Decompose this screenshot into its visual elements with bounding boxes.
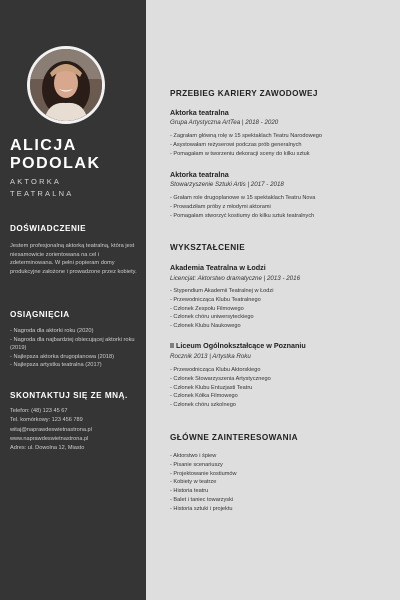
school-subtitle-2: Rocznik 2013 | Artystka Roku — [170, 353, 251, 360]
profile-photo-image — [30, 49, 102, 121]
first-name: ALICJA — [10, 137, 77, 154]
list-item: - Przewodnicząca Klubu Aktorskiego — [170, 366, 395, 375]
list-item: - Kobiety w teatrze — [170, 478, 395, 487]
school-subtitle-1: Licencjat: Aktorstwo dramatyczne | 2013 - 2016 — [170, 275, 301, 282]
list-item: - Pomagałam w tworzeniu dekoracji sceny do kilku sztuk — [170, 150, 395, 159]
list-item: - Historia teatru — [170, 487, 395, 496]
contact-address: Adres: ul. Dowolna 12, Miasto — [10, 445, 85, 452]
list-item: - Historia sztuki i projektu — [170, 505, 395, 514]
list-item: - Najlepsza aktorka drugoplanowa (2018) — [10, 353, 140, 362]
sidebar — [0, 0, 146, 600]
list-item: - Członek Klubu Naukowego — [170, 322, 395, 331]
last-name: PODOLAK — [10, 155, 101, 172]
job-title-line1: AKTORKA — [10, 177, 62, 186]
job-subtitle-2: Stowarzyszenie Sztuki Artis | 2017 - 2018 — [170, 181, 284, 188]
list-item: - Najlepsza artystka teatralna (2017) — [10, 361, 140, 370]
name-block — [10, 137, 101, 173]
contact-heading: SKONTAKTUJ SIĘ ZE MNĄ. — [10, 391, 128, 400]
list-item: - Członek chóru uniwersyteckiego — [170, 313, 395, 322]
list-item: - Asystowałam reżyserowi podczas prób generalnych — [170, 141, 395, 150]
job-duties-1 — [170, 132, 395, 158]
profile-photo — [27, 46, 105, 124]
job-subtitle-1: Grupa Artystyczna ArtTea | 2018 - 2020 — [170, 119, 279, 126]
list-item: - Stypendium Akademii Teatralnej w Łodzi — [170, 287, 395, 296]
contact-phone: Telefon: (48) 123 45 67 — [10, 408, 68, 414]
career-heading: PRZEBIEG KARIERY ZAWODOWEJ — [170, 89, 318, 98]
list-item: - Członek chóru szkolnego — [170, 401, 395, 410]
list-item: - Grałam role drugoplanowe w 15 spektaklach Teatru Nova — [170, 194, 395, 203]
list-item: - Projektowanie kostiumów — [170, 470, 395, 479]
job-duties-2 — [170, 194, 395, 220]
school-title-1: Akademia Teatralna w Łodzi — [170, 263, 266, 272]
achievements-heading: OSIĄGNIĘCIA — [10, 310, 70, 319]
contact-email[interactable]: witaj@naprawdeswietnastrona.pl — [10, 426, 92, 433]
list-item: - Członek Kółka Filmowego — [170, 392, 395, 401]
experience-text: Jestem profesjonalną aktorką teatralną, która jest niesamowicie zorientowana na cel i zdeterminowana. W pełni popieram domy produkcyjne założone i prowadzone przez kobiety. — [10, 243, 137, 275]
school-items-2 — [170, 366, 395, 410]
list-item: - Członek Klubu Entuzjasti Teatru — [170, 384, 395, 393]
job-title-2: Aktorka teatralna — [170, 170, 229, 179]
list-item: - Przewodnicząca Klubu Teatralnego — [170, 296, 395, 305]
list-item: - Pisanie scenariuszy — [170, 461, 395, 470]
job-title-1: Aktorka teatralna — [170, 108, 229, 117]
school-title-2: II Liceum Ogólnokształcące w Poznaniu — [170, 341, 306, 350]
interests-list — [170, 452, 395, 514]
list-item: - Balet i taniec towarzyski — [170, 496, 395, 505]
list-item: - Członek Zespołu Filmowego — [170, 305, 395, 314]
contact-mobile[interactable]: Tel. komórkowy: 123 456 789 — [10, 417, 83, 424]
list-item: - Nagroda dla aktorki roku (2020) — [10, 327, 140, 336]
education-heading: WYKSZTAŁCENIE — [170, 243, 246, 252]
job-title — [10, 176, 73, 200]
list-item: - Prowadziłam próby z młodymi aktorami — [170, 203, 395, 212]
job-title-line2: TEATRALNA — [10, 189, 74, 198]
school-items-1 — [170, 287, 395, 331]
list-item: - Członek Stowarzyszenia Artystycznego — [170, 375, 395, 384]
contact-list — [10, 407, 142, 453]
list-item: - Zagrałam główną rolę w 15 spektaklach Teatru Narodowego — [170, 132, 395, 141]
list-item: - Aktorstwo i śpiew — [170, 452, 395, 461]
achievements-list — [10, 327, 140, 370]
main-content — [146, 0, 400, 600]
list-item: - Pomagałam stworzyć kostiumy do kilku sztuk teatralnych — [170, 212, 395, 221]
list-item: - Nagroda dla najbardziej obiecującej aktorki roku (2019) — [10, 336, 140, 353]
experience-heading: DOŚWIADCZENIE — [10, 224, 87, 233]
interests-heading: GŁÓWNE ZAINTERESOWANIA — [170, 433, 298, 442]
contact-website[interactable]: www.naprawdeswietnastrona.pl — [10, 435, 89, 442]
